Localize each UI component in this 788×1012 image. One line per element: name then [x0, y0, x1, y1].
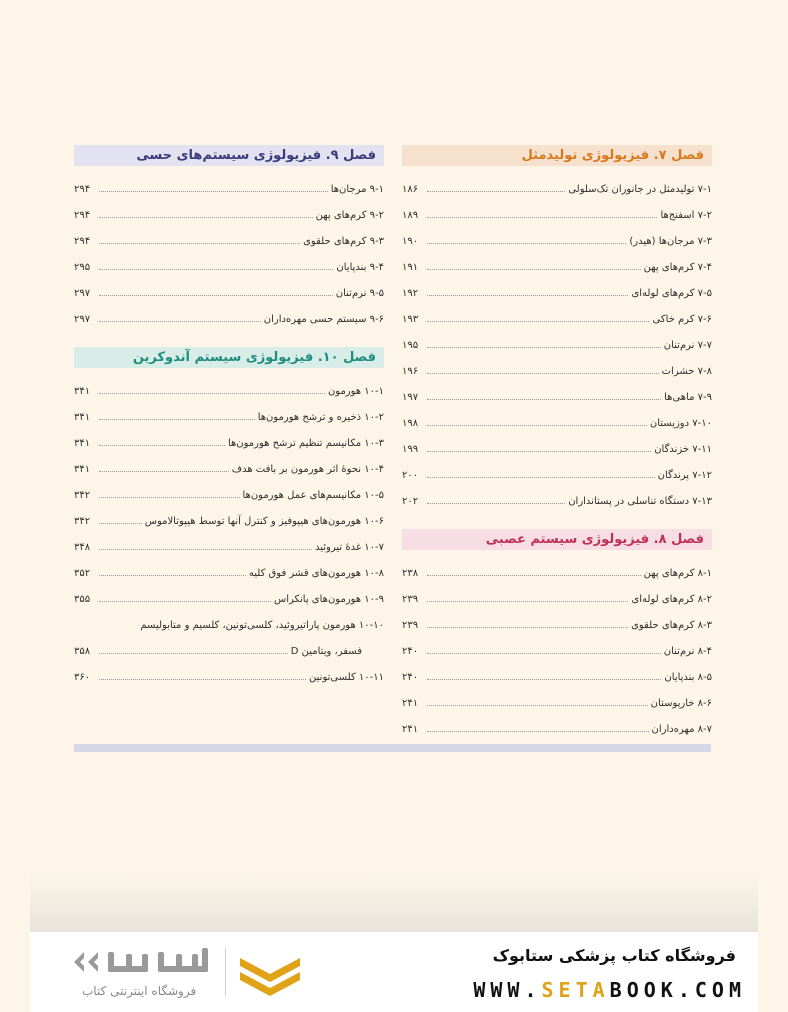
toc-entry[interactable]: [74, 475, 384, 501]
setabook-wordmark-icon: [68, 944, 218, 980]
toc-entry-label: ۷-۹ ماهی‌ها: [664, 392, 712, 403]
toc-entry-label: ۱۰-۱۰ هورمون پاراتیروئید، کلسی‌تونین، کلسیم و متابولیسم: [140, 620, 384, 631]
toc-entry-label: ۱۰-۹ هورمون‌های پانکراس: [273, 594, 384, 605]
toc-entry[interactable]: [402, 247, 712, 273]
toc-entry-page: ۳۴۲: [74, 490, 91, 501]
leader-dots: [99, 419, 255, 420]
toc-entry[interactable]: [402, 273, 712, 299]
leader-dots: [99, 393, 325, 394]
toc-entry[interactable]: [74, 657, 384, 683]
toc-entry-page: ۲۴۱: [402, 724, 419, 735]
toc-entry-label: ۹-۳ کرم‌های حلقوی: [303, 236, 384, 247]
chapter-9-list: [74, 169, 384, 325]
toc-entry-page: ۲۳۹: [402, 620, 419, 631]
toc-entry-page: ۱۹۲: [402, 288, 419, 299]
leader-dots: [99, 679, 306, 680]
leader-dots: [99, 445, 225, 446]
toc-entry-page: ۳۵۵: [74, 594, 91, 605]
leader-dots: [427, 347, 661, 348]
toc-entry[interactable]: [74, 247, 384, 273]
leader-dots: [427, 601, 628, 602]
leader-dots: [99, 269, 333, 270]
chapter-10-list: [74, 371, 384, 683]
toc-entry[interactable]: [74, 501, 384, 527]
leader-dots: [99, 601, 271, 602]
toc-entry-label: ۸-۵ بندپایان: [664, 672, 712, 683]
toc-entry-page: ۲۴۰: [402, 646, 419, 657]
toc-entry-label: ۷-۱ تولیدمثل در جانوران تک‌سلولی: [568, 184, 712, 195]
toc-entry-page: ۱۹۰: [402, 236, 419, 247]
leader-dots: [427, 477, 655, 478]
store-name: فروشگاه کتاب پزشکی ستابوک: [492, 946, 736, 965]
leader-dots: [427, 679, 661, 680]
toc-entry[interactable]: [74, 449, 384, 475]
toc-entry-label: ۷-۱۲ پرندگان: [657, 470, 712, 481]
toc-entry-label: ۱۰-۳ مکانیسم تنظیم ترشح هورمون‌ها: [227, 438, 384, 449]
leader-dots: [99, 523, 142, 524]
toc-entry-page: ۱۹۵: [402, 340, 419, 351]
toc-entry[interactable]: [74, 605, 384, 631]
toc-entry[interactable]: [74, 169, 384, 195]
toc-entry-page: ۳۶۰: [74, 672, 91, 683]
toc-entry[interactable]: [74, 423, 384, 449]
leader-dots: [427, 731, 649, 732]
toc-entry-page: ۲۹۴: [74, 210, 91, 221]
leader-dots: [427, 503, 565, 504]
toc-entry-label: ۱۰-۴ نحوهٔ اثر هورمون بر بافت هدف: [231, 464, 384, 475]
toc-entry-label: ۷-۲ اسفنج‌ها: [660, 210, 712, 221]
leader-dots: [427, 191, 565, 192]
toc-entry-label: ۸-۶ خارپوستان: [650, 698, 712, 709]
chapter-7-title: فصل ۷. فیزیولوژی تولیدمثل: [402, 145, 712, 166]
chapter-8-section: [402, 529, 712, 735]
url-accent: SETA: [541, 978, 610, 1002]
leader-dots: [99, 497, 240, 498]
toc-entry-page: ۱۹۳: [402, 314, 419, 325]
url-part-2: BOOK.COM: [609, 978, 746, 1002]
toc-entry-label: ۷-۳ مرجان‌ها (هیدر): [629, 236, 712, 247]
leader-dots: [427, 705, 648, 706]
leader-dots: [427, 627, 628, 628]
toc-entry-page: ۲۰۰: [402, 470, 419, 481]
toc-entry-label: ۱۰-۷ غدهٔ تیروئید: [314, 542, 384, 553]
toc-entry[interactable]: [402, 325, 712, 351]
toc-entry-page: ۱۹۹: [402, 444, 419, 455]
toc-entry[interactable]: [74, 299, 384, 325]
toc-entry[interactable]: [402, 579, 712, 605]
toc-entry-page: ۲۳۸: [402, 568, 419, 579]
toc-entry-page: ۲۹۷: [74, 288, 91, 299]
leader-dots: [99, 321, 261, 322]
toc-entry-label: ۷-۱۱ خزندگان: [654, 444, 712, 455]
toc-entry-page: ۳۴۱: [74, 438, 91, 449]
toc-entry-page: ۲۹۴: [74, 236, 91, 247]
toc-entry-label: ۹-۶ سیستم حسی مهره‌داران: [263, 314, 384, 325]
leader-dots: [99, 653, 288, 654]
chapter-9-section: [74, 145, 384, 325]
logo-divider: [225, 948, 226, 996]
leader-dots: [99, 217, 313, 218]
toc-entry-page: ۳۴۲: [74, 516, 91, 527]
toc-entry-page: ۳۵۸: [74, 646, 91, 657]
toc-entry[interactable]: [402, 605, 712, 631]
toc-entry[interactable]: [402, 657, 712, 683]
toc-entry-page: ۳۴۸: [74, 542, 91, 553]
toc-entry[interactable]: [402, 377, 712, 403]
toc-entry-page: ۲۹۵: [74, 262, 91, 273]
toc-entry-page: ۱۸۹: [402, 210, 419, 221]
leader-dots: [427, 451, 651, 452]
chapter-10-title: فصل ۱۰. فیزیولوژی سیستم آندوکرین: [74, 347, 384, 368]
leader-dots: [427, 653, 661, 654]
leader-dots: [99, 295, 333, 296]
toc-entry[interactable]: [402, 299, 712, 325]
toc-entry-page: ۱۹۸: [402, 418, 419, 429]
toc-entry[interactable]: [74, 371, 384, 397]
toc-entry-page: ۱۸۶: [402, 184, 419, 195]
toc-entry[interactable]: [402, 553, 712, 579]
left-column: [74, 145, 384, 705]
toc-entry-label: ۱۰-۱ هورمون: [327, 386, 384, 397]
toc-entry-label: ۷-۸ حشرات: [661, 366, 712, 377]
toc-entry-label: ۱۰-۸ هورمون‌های قشر فوق کلیه: [248, 568, 384, 579]
toc-entry-label: ۸-۷ مهره‌داران: [651, 724, 712, 735]
toc-entry-label: ۸-۴ نرم‌تنان: [663, 646, 712, 657]
chapter-9-title: فصل ۹. فیزیولوژی سیستم‌های حسی: [74, 145, 384, 166]
toc-entry-label: ۹-۵ نرم‌تنان: [335, 288, 384, 299]
toc-entry-label: ۱۰-۱۱ کلسی‌تونین: [309, 672, 384, 683]
page-shadow: [30, 870, 758, 932]
leader-dots: [427, 425, 647, 426]
chapter-7-list: [402, 169, 712, 507]
toc-entry-page: ۲۹۴: [74, 184, 91, 195]
toc-entry[interactable]: [402, 429, 712, 455]
toc-entry-label: ۱۰-۶ هورمون‌های هیپوفیز و کنترل آنها توسط هیپوتالاموس: [144, 516, 384, 527]
toc-entry[interactable]: [402, 631, 712, 657]
leader-dots: [427, 269, 641, 270]
toc-entry-page: ۳۴۱: [74, 412, 91, 423]
leader-dots: [99, 471, 229, 472]
toc-entry-label: ۱۰-۵ مکانیسم‌های عمل هورمون‌ها: [242, 490, 384, 501]
toc-entry[interactable]: [74, 397, 384, 423]
chapter-8-list: [402, 553, 712, 735]
leader-dots: [427, 217, 657, 218]
toc-entry-page: ۲۴۱: [402, 698, 419, 709]
leader-dots: [99, 243, 300, 244]
toc-entry[interactable]: [402, 683, 712, 709]
toc-entry-label: ۷-۱۰ دوزیستان: [649, 418, 712, 429]
toc-entry[interactable]: [74, 631, 384, 657]
toc-entry-label: ۷-۶ کرم خاکی: [652, 314, 712, 325]
toc-entry-page: ۲۹۷: [74, 314, 91, 325]
toc-entry-page: ۳۴۱: [74, 386, 91, 397]
toc-entry[interactable]: [402, 709, 712, 735]
toc-entry-page: ۲۴۰: [402, 672, 419, 683]
leader-dots: [427, 321, 649, 322]
toc-entry-label: فسفر، ویتامین D: [290, 646, 362, 657]
toc-entry-page: ۲۳۹: [402, 594, 419, 605]
toc-entry[interactable]: [402, 351, 712, 377]
toc-entry[interactable]: [402, 195, 712, 221]
store-url[interactable]: [473, 978, 746, 1002]
toc-entry-label: ۱۰-۲ ذخیره و ترشح هورمون‌ها: [257, 412, 384, 423]
toc-entry-label: ۷-۷ نرم‌تنان: [663, 340, 712, 351]
toc-entry-label: ۷-۱۳ دستگاه تناسلی در پستانداران: [568, 496, 712, 507]
toc-entry[interactable]: [402, 455, 712, 481]
toc-entry[interactable]: [74, 527, 384, 553]
toc-entry-label: ۹-۴ بندپایان: [336, 262, 384, 273]
toc-entry[interactable]: [402, 221, 712, 247]
logo-subtitle: فروشگاه اینترنتی کتاب: [82, 984, 197, 998]
toc-entry-label: ۷-۵ کرم‌های لوله‌ای: [631, 288, 712, 299]
chapter-10-section: [74, 347, 384, 683]
leader-dots: [427, 373, 659, 374]
toc-entry-page: ۱۹۶: [402, 366, 419, 377]
toc-entry-label: ۸-۳ کرم‌های حلقوی: [631, 620, 712, 631]
toc-entry-label: ۸-۲ کرم‌های لوله‌ای: [631, 594, 712, 605]
toc-entry[interactable]: [402, 169, 712, 195]
leader-dots: [427, 575, 641, 576]
toc-entry-label: ۸-۱ کرم‌های پهن: [643, 568, 712, 579]
toc-entry-page: ۲۰۲: [402, 496, 419, 507]
leader-dots: [99, 191, 328, 192]
leader-dots: [99, 575, 246, 576]
toc-entry-page: ۳۴۱: [74, 464, 91, 475]
bottom-divider-bar: [74, 744, 711, 752]
setabook-logo-icon: [235, 950, 305, 1000]
right-column: [402, 145, 712, 757]
toc-entry-label: ۷-۴ کرم‌های پهن: [643, 262, 712, 273]
leader-dots: [99, 549, 312, 550]
toc-entry[interactable]: [74, 553, 384, 579]
toc-entry-page: ۱۹۱: [402, 262, 419, 273]
toc-entry-label: ۹-۱ مرجان‌ها: [330, 184, 384, 195]
footer-banner: [30, 932, 758, 1012]
leader-dots: [427, 295, 628, 296]
leader-dots: [427, 243, 626, 244]
toc-entry[interactable]: [74, 273, 384, 299]
toc-entry[interactable]: [74, 221, 384, 247]
chapter-7-section: [402, 145, 712, 507]
toc-entry-label: ۹-۲ کرم‌های پهن: [315, 210, 384, 221]
leader-dots: [427, 399, 661, 400]
toc-entry-page: ۱۹۷: [402, 392, 419, 403]
toc-entry[interactable]: [402, 481, 712, 507]
toc-entry[interactable]: [74, 195, 384, 221]
chapter-8-title: فصل ۸. فیزیولوژی سیستم عصبی: [402, 529, 712, 550]
toc-entry[interactable]: [74, 579, 384, 605]
toc-entry[interactable]: [402, 403, 712, 429]
url-part-1: WWW.: [473, 978, 542, 1002]
toc-entry-page: ۳۵۲: [74, 568, 91, 579]
